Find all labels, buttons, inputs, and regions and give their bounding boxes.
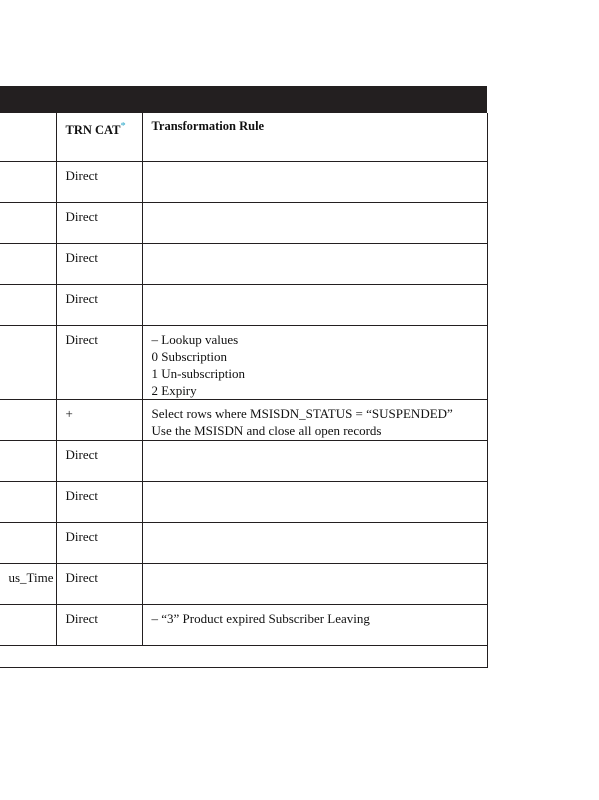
source-cell: [0, 523, 56, 528]
source-cell: [0, 162, 56, 167]
trn-cat-cell: Direct: [65, 610, 98, 626]
rule-cell: [143, 564, 487, 569]
table-row: [0, 522, 487, 563]
source-cell: [0, 605, 56, 610]
table-row: [0, 325, 487, 399]
source-cell: [0, 400, 56, 405]
trn-cat-label: TRN CAT: [65, 123, 121, 138]
table-row: [0, 563, 487, 604]
rule-line: 0 Subscription: [151, 348, 227, 364]
rule-line: 1 Un-subscription: [151, 365, 246, 381]
rule-line: 2 Expiry: [151, 382, 197, 398]
header-row: [0, 113, 487, 161]
trn-cat-cell: Direct: [65, 208, 98, 224]
table-row: [0, 440, 487, 481]
header-transformation-rule: [142, 113, 487, 161]
table-row: [0, 481, 487, 522]
rule-cell: [143, 605, 487, 627]
source-cell: [0, 326, 56, 331]
rule-line: Select rows where MSISDN_STATUS = “SUSPENDED”: [151, 405, 453, 421]
trn-cat-cell: Direct: [65, 331, 98, 347]
footnote-asterisk: *: [120, 121, 126, 132]
rule-line: – “3” Product expired Subscriber Leaving: [151, 610, 370, 626]
source-cell: [0, 285, 56, 290]
rule-line: – Lookup values: [151, 331, 239, 347]
header-trn-cat: [56, 113, 142, 161]
table-row: [0, 399, 487, 440]
source-cell: [0, 244, 56, 249]
rule-header-label: Transformation Rule: [151, 119, 265, 133]
table-row: [0, 604, 487, 645]
rule-cell: [143, 326, 487, 399]
trn-cat-cell: Direct: [65, 249, 98, 265]
table-row: [0, 202, 487, 243]
trn-cat-cell: Direct: [65, 487, 98, 503]
rule-cell: [143, 162, 487, 167]
table-row: [0, 243, 487, 284]
trn-cat-cell: +: [65, 405, 73, 421]
trn-cat-cell: Direct: [65, 290, 98, 306]
rule-cell: [143, 400, 487, 439]
source-cell: us_Time: [8, 569, 54, 585]
trn-cat-cell: Direct: [65, 446, 98, 462]
table-footer-row: [0, 645, 487, 667]
rule-cell: [143, 203, 487, 208]
trn-cat-cell: Direct: [65, 528, 98, 544]
trn-cat-cell: Direct: [65, 167, 98, 183]
source-cell: [0, 203, 56, 208]
table-row: [0, 161, 487, 202]
trn-cat-cell: Direct: [65, 569, 98, 585]
source-cell: [0, 441, 56, 446]
table-row: [0, 284, 487, 325]
table-header-band: [0, 86, 487, 113]
source-cell: [0, 482, 56, 487]
mapping-table: [0, 113, 488, 668]
rule-cell: [143, 523, 487, 528]
rule-cell: [143, 244, 487, 249]
rule-cell: [143, 441, 487, 446]
rule-cell: [143, 482, 487, 487]
header-source-column: [0, 113, 56, 161]
transformation-table: [0, 113, 487, 668]
rule-cell: [143, 285, 487, 290]
rule-line: Use the MSISDN and close all open records: [151, 422, 382, 438]
footer-cell: [0, 645, 487, 667]
